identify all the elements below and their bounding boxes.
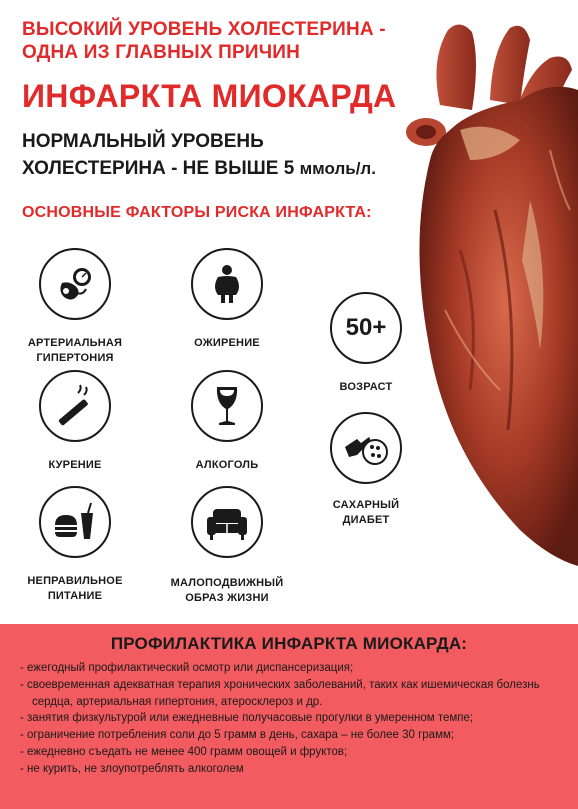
factor-label-line: АРТЕРИАЛЬНАЯ bbox=[27, 337, 123, 349]
factor-label-line: АЛКОГОЛЬ bbox=[195, 459, 259, 471]
factor-label-line: ДИАБЕТ bbox=[342, 514, 390, 526]
headline-line-1: ВЫСОКИЙ УРОВЕНЬ ХОЛЕСТЕРИНА - bbox=[22, 19, 386, 40]
norm-line-1: НОРМАЛЬНЫЙ УРОВЕНЬ bbox=[22, 131, 264, 152]
heart-illustration bbox=[400, 10, 578, 570]
factor-label-obesity bbox=[172, 336, 282, 351]
fast-food-icon bbox=[39, 486, 111, 558]
factor-label-line: МАЛОПОДВИЖНЫЙ bbox=[170, 577, 284, 589]
prevention-item: - занятия физкультурой или ежедневные получасовые прогулки в умеренном темпе; bbox=[20, 710, 565, 727]
factor-label-alcohol bbox=[172, 458, 282, 473]
factor-label-line: КУРЕНИЕ bbox=[48, 459, 102, 471]
norm-line-2: ХОЛЕСТЕРИНА - НЕ ВЫШЕ 5 bbox=[22, 158, 295, 179]
wine-glass-icon bbox=[191, 370, 263, 442]
factor-label-line: ОЖИРЕНИЕ bbox=[194, 337, 260, 349]
obesity-icon bbox=[191, 248, 263, 320]
factor-label-diabetes bbox=[316, 498, 416, 528]
factor-label-line: ОБРАЗ ЖИЗНИ bbox=[185, 592, 269, 604]
factor-label-line: ВОЗРАСТ bbox=[339, 381, 393, 393]
norm-statement bbox=[22, 128, 376, 182]
glucose-meter-icon bbox=[330, 412, 402, 484]
headline-line-2: ОДНА ИЗ ГЛАВНЫХ ПРИЧИН bbox=[22, 42, 301, 63]
sofa-icon bbox=[191, 486, 263, 558]
factor-label-nutrition bbox=[14, 574, 136, 604]
prevention-item: - ежедневно съедать не менее 400 грамм овощей и фруктов; bbox=[20, 744, 565, 761]
risk-factors-title: ОСНОВНЫЕ ФАКТОРЫ РИСКА ИНФАРКТА: bbox=[22, 204, 372, 221]
prevention-item: - ограничение потребления соли до 5 грамм в день, сахара – не более 30 грамм; bbox=[20, 727, 565, 744]
factor-label-hypertension bbox=[14, 336, 136, 366]
prevention-list bbox=[20, 660, 565, 778]
factor-label-age bbox=[316, 380, 416, 395]
factor-label-line: САХАРНЫЙ bbox=[332, 499, 400, 511]
age-badge-text: 50+ bbox=[345, 314, 387, 341]
age-50-icon bbox=[330, 292, 402, 364]
prevention-item: - не курить, не злоупотреблять алкоголем bbox=[20, 761, 565, 778]
factor-label-line: ГИПЕРТОНИЯ bbox=[36, 352, 114, 364]
prevention-banner bbox=[0, 624, 578, 809]
prevention-item: - ежегодный профилактический осмотр или диспансеризация; bbox=[20, 660, 565, 677]
cigarette-icon bbox=[39, 370, 111, 442]
norm-unit: ммоль/л. bbox=[299, 159, 376, 178]
headline-top bbox=[22, 18, 386, 64]
factor-label-sedentary bbox=[160, 576, 294, 606]
factor-label-line: ПИТАНИЕ bbox=[47, 590, 103, 602]
headline-main: ИНФАРКТА МИОКАРДА bbox=[22, 78, 397, 114]
factor-label-smoking bbox=[14, 458, 136, 473]
factor-label-line: НЕПРАВИЛЬНОЕ bbox=[27, 575, 123, 587]
prevention-item: - своевременная адекватная терапия хронических заболеваний, таких как ишемическая болезнь сердца, артериальная гипертония, атеросклероз и др. bbox=[20, 677, 565, 711]
blood-pressure-icon bbox=[39, 248, 111, 320]
prevention-title: ПРОФИЛАКТИКА ИНФАРКТА МИОКАРДА: bbox=[110, 634, 468, 653]
